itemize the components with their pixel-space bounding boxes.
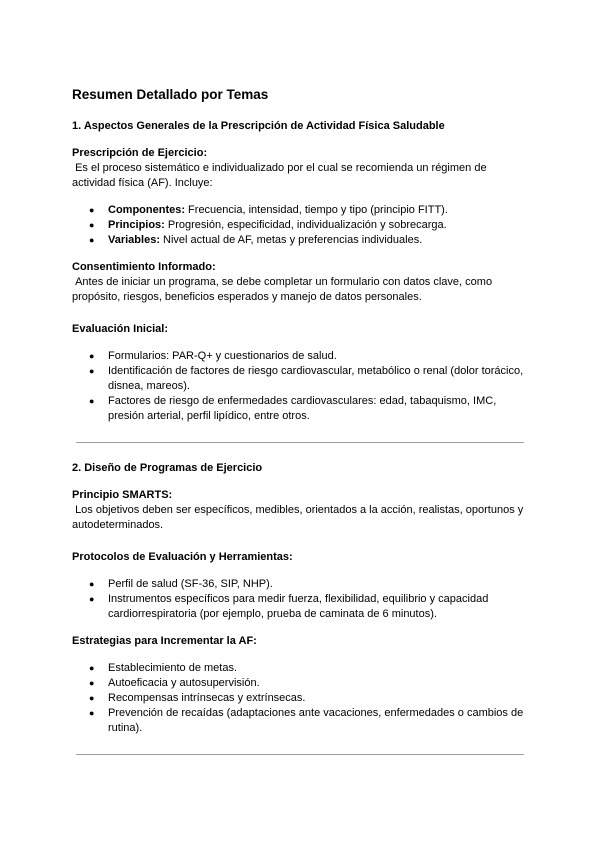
bullet-icon: ● xyxy=(89,366,95,376)
list-item xyxy=(89,364,528,394)
list-item xyxy=(89,203,528,218)
bullet-icon: ● xyxy=(89,396,95,406)
list-item xyxy=(89,676,528,691)
section-1-heading: 1. Aspectos Generales de la Prescripción de Actividad Física Saludable xyxy=(72,120,445,132)
list-item xyxy=(89,706,528,736)
list-item-text: Recompensas intrínsecas y extrínsecas. xyxy=(108,692,306,704)
list-item-label: Principios: xyxy=(108,219,165,231)
list-item xyxy=(89,592,528,622)
list-item-text: Formularios: PAR-Q+ y cuestionarios de salud. xyxy=(108,350,337,362)
list-item xyxy=(89,577,528,592)
list-item-text: Nivel actual de AF, metas y preferencias individuales. xyxy=(159,234,423,246)
list-item-text: Factores de riesgo de enfermedades cardiovasculares: edad, tabaquismo, IMC, presión arterial, perfil lipídico, entre otros. xyxy=(108,395,497,422)
bullet-icon: ● xyxy=(89,678,95,688)
list-item-text: Establecimiento de metas. xyxy=(108,662,238,674)
estrategias-heading: Estrategias para Incrementar la AF: xyxy=(72,635,257,647)
consentimiento-heading: Consentimiento Informado: xyxy=(72,261,216,273)
evaluacion-list xyxy=(72,349,528,424)
bullet-icon: ● xyxy=(89,205,95,215)
bullet-icon: ● xyxy=(89,220,95,230)
section-2-heading: 2. Diseño de Programas de Ejercicio xyxy=(72,462,263,474)
list-item-text: Autoeficacia y autosupervisión. xyxy=(108,677,260,689)
page-title: Resumen Detallado por Temas xyxy=(72,87,269,102)
bullet-icon: ● xyxy=(89,579,95,589)
list-item xyxy=(89,349,528,364)
prescripcion-heading: Prescripción de Ejercicio: xyxy=(72,147,208,159)
list-item-text: Frecuencia, intensidad, tiempo y tipo (principio FITT). xyxy=(185,204,448,216)
smarts-heading: Principio SMARTS: xyxy=(72,489,173,501)
consentimiento-text: Antes de iniciar un programa, se debe completar un formulario con datos clave, como propósito, riesgos, beneficios esperados y manejo de datos personales. xyxy=(72,276,496,303)
list-item-label: Variables: xyxy=(108,234,160,246)
list-item xyxy=(89,218,528,233)
protocolos-list xyxy=(72,577,528,622)
list-item-text: Instrumentos específicos para medir fuerza, flexibilidad, equilibrio y capacidad cardiorrespiratoria (por ejemplo, prueba de caminata de 6 minutos). xyxy=(108,593,489,620)
section-divider xyxy=(76,442,524,443)
estrategias-list xyxy=(72,661,528,736)
bullet-icon: ● xyxy=(89,693,95,703)
list-item-text: Identificación de factores de riesgo cardiovascular, metabólico o renal (dolor torácico, disnea, mareos). xyxy=(108,365,524,392)
list-item xyxy=(89,233,528,248)
document-content xyxy=(72,86,528,773)
list-item-text: Prevención de recaídas (adaptaciones ante vacaciones, enfermedades o cambios de rutina). xyxy=(108,707,524,734)
bullet-icon: ● xyxy=(89,663,95,673)
list-item xyxy=(89,661,528,676)
list-item xyxy=(89,691,528,706)
protocolos-heading: Protocolos de Evaluación y Herramientas: xyxy=(72,551,293,563)
list-item-label: Componentes: xyxy=(108,204,185,216)
list-item-text: Perfil de salud (SF-36, SIP, NHP). xyxy=(108,578,273,590)
evaluacion-heading: Evaluación Inicial: xyxy=(72,323,168,335)
list-item xyxy=(89,394,528,424)
bullet-icon: ● xyxy=(89,708,95,718)
list-item-text: Progresión, especificidad, individualización y sobrecarga. xyxy=(164,219,447,231)
prescripcion-list xyxy=(72,203,528,248)
bullet-icon: ● xyxy=(89,235,95,245)
smarts-text: Los objetivos deben ser específicos, medibles, orientados a la acción, realistas, oportunos y autodeterminados. xyxy=(72,504,527,531)
section-divider xyxy=(76,754,524,755)
bullet-icon: ● xyxy=(89,351,95,361)
prescripcion-text: Es el proceso sistemático e individualizado por el cual se recomienda un régimen de actividad física (AF). Incluye: xyxy=(72,162,490,189)
bullet-icon: ● xyxy=(89,594,95,604)
